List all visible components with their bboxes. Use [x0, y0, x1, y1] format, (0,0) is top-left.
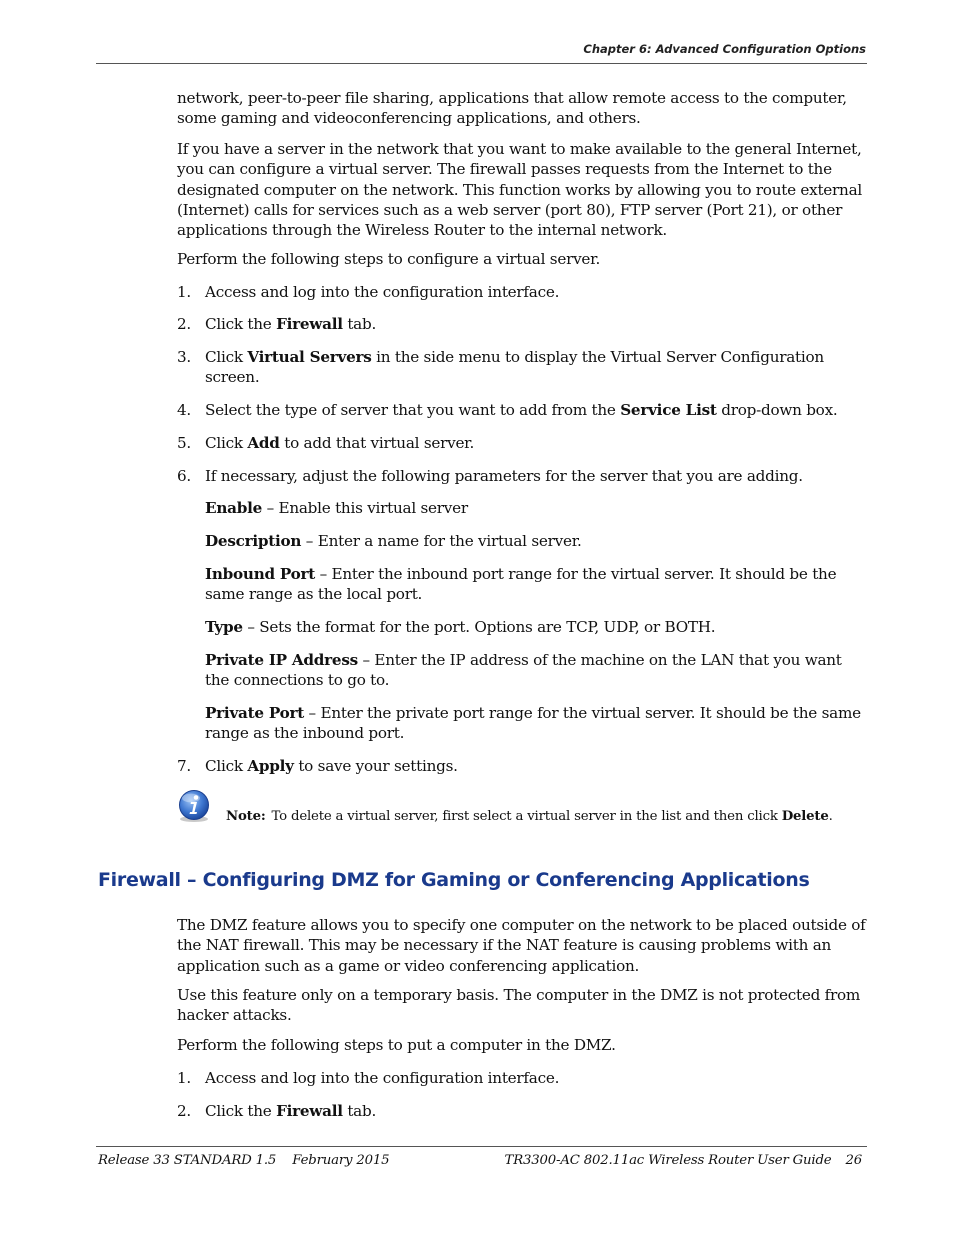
step-number: 2. — [177, 315, 191, 333]
step-text: Access and log into the configuration interface. — [205, 1069, 560, 1087]
step-text: Click the Firewall tab. — [205, 315, 377, 333]
dmz-paragraph-1: The DMZ feature allows you to specify one computer on the network to be placed outside of the NAT firewall. This may be necessary if the NAT feature is causing problems with an application such as a game or video conferencing application. — [177, 916, 866, 975]
note-text: Note: To delete a virtual server, first select a virtual server in the list and then click Delete. — [226, 809, 833, 824]
dmz-paragraph-2: Use this feature only on a temporary basis. The computer in the DMZ is not protected from hacker attacks. — [177, 986, 861, 1025]
step-text: Access and log into the configuration interface. — [205, 283, 560, 301]
parameter-item: Description – Enter a name for the virtual server. — [205, 532, 582, 550]
step-text: Select the type of server that you want to add from the Service List drop-down box. — [205, 401, 838, 419]
footer-title: TR3300-AC 802.11ac Wireless Router User Guide 26 — [504, 1153, 862, 1168]
page-number: 26 — [845, 1153, 862, 1168]
step-number: 5. — [177, 434, 191, 452]
intro-paragraph-3: Perform the following steps to configure a virtual server. — [177, 250, 601, 268]
step-number: 1. — [177, 283, 191, 301]
parameter-item: Enable – Enable this virtual server — [205, 499, 468, 517]
step-text: Click Virtual Servers in the side menu to display the Virtual Server Configuration screen. — [205, 348, 824, 387]
step-text: Click Apply to save your settings. — [205, 757, 458, 775]
step-number: 7. — [177, 757, 191, 775]
step-number: 6. — [177, 467, 191, 485]
section-heading: Firewall – Configuring DMZ for Gaming or Conferencing Applications — [98, 869, 810, 891]
step-number: 3. — [177, 348, 191, 366]
footer-rule — [96, 1146, 867, 1147]
intro-paragraph-1: network, peer-to-peer file sharing, applications that allow remote access to the computer, some gaming and videoconferencing applications, and others. — [177, 89, 847, 128]
header-rule — [96, 63, 867, 64]
step-number: 4. — [177, 401, 191, 419]
parameter-item: Private Port – Enter the private port range for the virtual server. It should be the same range as the inbound port. — [205, 704, 861, 743]
step-text: If necessary, adjust the following parameters for the server that you are adding. — [205, 467, 803, 485]
intro-paragraph-2: If you have a server in the network that you want to make available to the general Internet, you can configure a virtual server. The firewall passes requests from the Internet to the designated computer on the network. This function works by allowing you to route external (Internet) calls for services such as a web server (port 80), FTP server (Port 21), or other applications through the Wireless Router to the internal network. — [177, 140, 862, 240]
chapter-header: Chapter 6: Advanced Configuration Options — [583, 42, 866, 56]
footer-release: Release 33 STANDARD 1.5 February 2015 — [98, 1153, 390, 1168]
parameter-item: Type – Sets the format for the port. Options are TCP, UDP, or BOTH. — [205, 618, 716, 636]
dmz-paragraph-3: Perform the following steps to put a computer in the DMZ. — [177, 1036, 616, 1054]
step-text: Click the Firewall tab. — [205, 1102, 377, 1120]
step-number: 2. — [177, 1102, 191, 1120]
step-text: Click Add to add that virtual server. — [205, 434, 475, 452]
step-number: 1. — [177, 1069, 191, 1087]
parameter-item: Inbound Port – Enter the inbound port range for the virtual server. It should be the same range as the local port. — [205, 565, 837, 604]
info-icon — [176, 788, 212, 824]
parameter-item: Private IP Address – Enter the IP address of the machine on the LAN that you want the connections to go to. — [205, 651, 842, 690]
